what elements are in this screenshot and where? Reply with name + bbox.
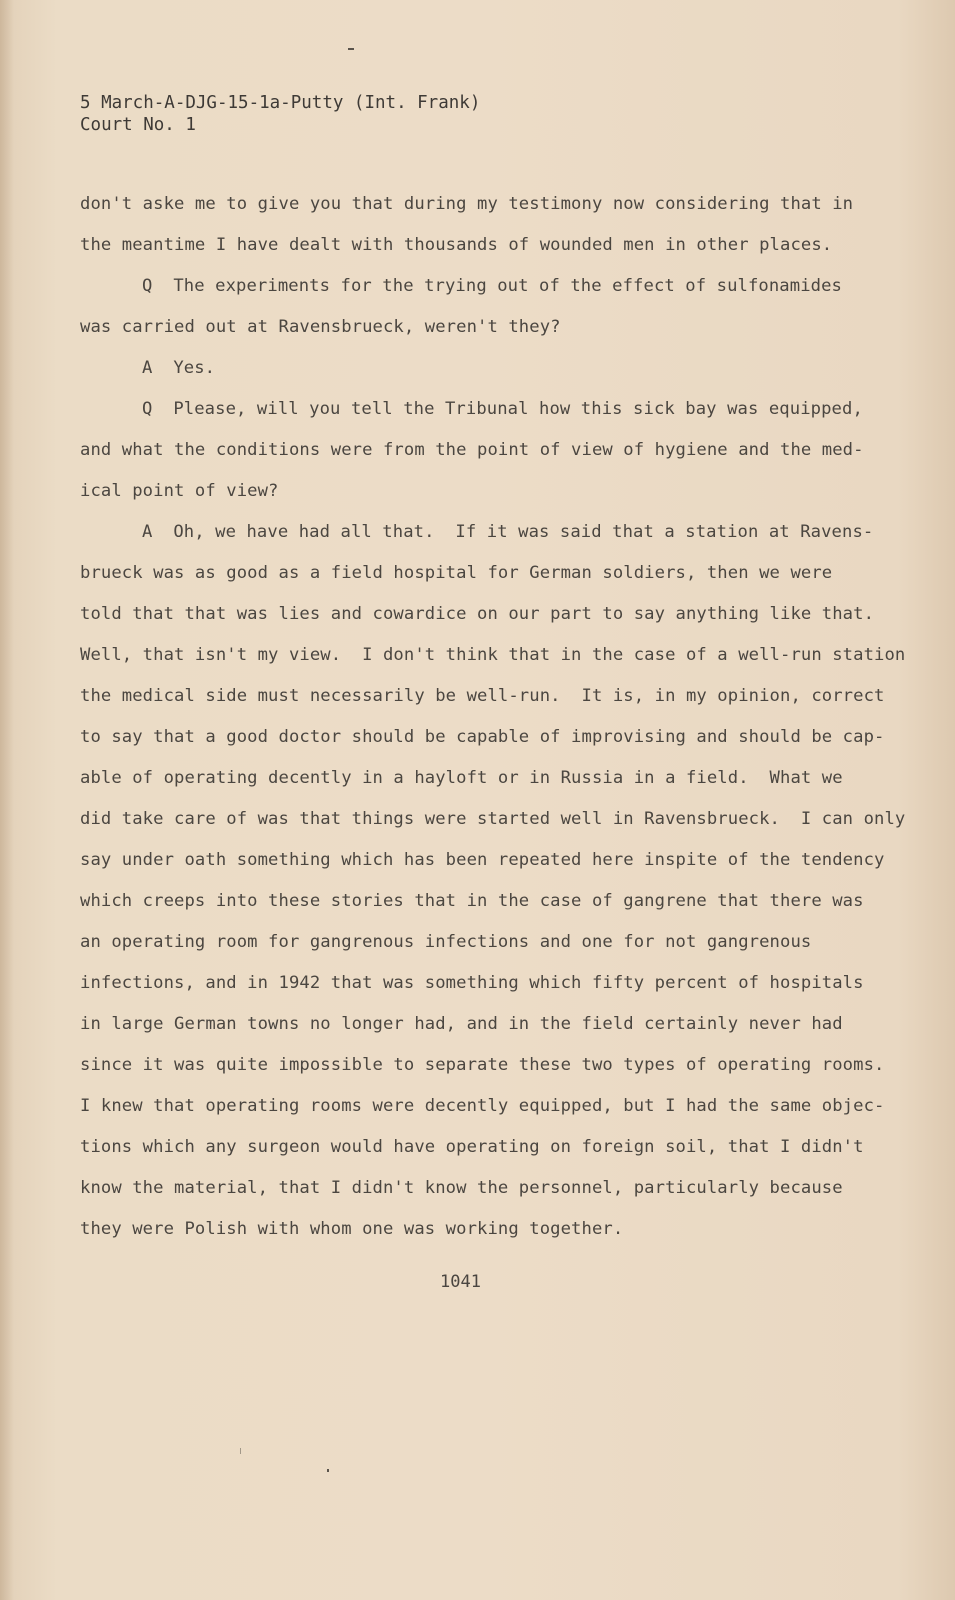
transcript-line: told that that was lies and cowardice on our part to say anything like that. xyxy=(80,604,875,624)
transcript-line: to say that a good doctor should be capable of improvising and should be cap- xyxy=(80,727,885,747)
question-line: Q Please, will you tell the Tribunal how this sick bay was equipped, xyxy=(142,399,863,419)
question-line: Q The experiments for the trying out of the effect of sulfonamides xyxy=(142,276,842,296)
transcript-line: know the material, that I didn't know the personnel, particularly because xyxy=(80,1178,843,1198)
transcript-line: the medical side must necessarily be well-run. It is, in my opinion, correct xyxy=(80,686,885,706)
transcript-body xyxy=(80,190,906,1256)
transcript-line: an operating room for gangrenous infections and one for not gangrenous xyxy=(80,932,812,952)
transcript-line: say under oath something which has been repeated here inspite of the tendency xyxy=(80,850,885,870)
page-number: 1041 xyxy=(440,1272,481,1292)
transcript-line: they were Polish with whom one was working together. xyxy=(80,1219,624,1239)
transcript-line: and what the conditions were from the point of view of hygiene and the med- xyxy=(80,440,864,460)
transcript-line: the meantime I have dealt with thousands of wounded men in other places. xyxy=(80,235,833,255)
transcript-line: tions which any surgeon would have operating on foreign soil, that I didn't xyxy=(80,1137,864,1157)
transcript-line: able of operating decently in a hayloft or in Russia in a field. What we xyxy=(80,768,843,788)
transcript-line: infections, and in 1942 that was something which fifty percent of hospitals xyxy=(80,973,864,993)
transcript-line: I knew that operating rooms were decently equipped, but I had the same objec- xyxy=(80,1096,885,1116)
ink-speck xyxy=(327,1469,329,1472)
ink-speck xyxy=(240,1448,241,1454)
transcript-line: was carried out at Ravensbrueck, weren't they? xyxy=(80,317,561,337)
transcript-line: which creeps into these stories that in the case of gangrene that there was xyxy=(80,891,864,911)
answer-line: A Yes. xyxy=(142,358,216,378)
paper-edge-shadow xyxy=(0,0,14,1600)
header-case-line: 5 March-A-DJG-15-1a-Putty (Int. Frank) xyxy=(80,93,481,113)
transcript-line: in large German towns no longer had, and in the field certainly never had xyxy=(80,1014,843,1034)
transcript-line: since it was quite impossible to separate these two types of operating rooms. xyxy=(80,1055,885,1075)
header-court-line: Court No. 1 xyxy=(80,115,196,135)
transcript-line: ical point of view? xyxy=(80,481,279,501)
answer-line: A Oh, we have had all that. If it was said that a station at Ravens- xyxy=(142,522,874,542)
transcript-line: don't aske me to give you that during my testimony now considering that in xyxy=(80,194,854,214)
ink-speck xyxy=(348,48,354,50)
transcript-line: brueck was as good as a field hospital for German soldiers, then we were xyxy=(80,563,833,583)
transcript-line: Well, that isn't my view. I don't think that in the case of a well-run station xyxy=(80,645,906,665)
document-header xyxy=(80,92,480,136)
transcript-line: did take care of was that things were started well in Ravensbrueck. I can only xyxy=(80,809,906,829)
